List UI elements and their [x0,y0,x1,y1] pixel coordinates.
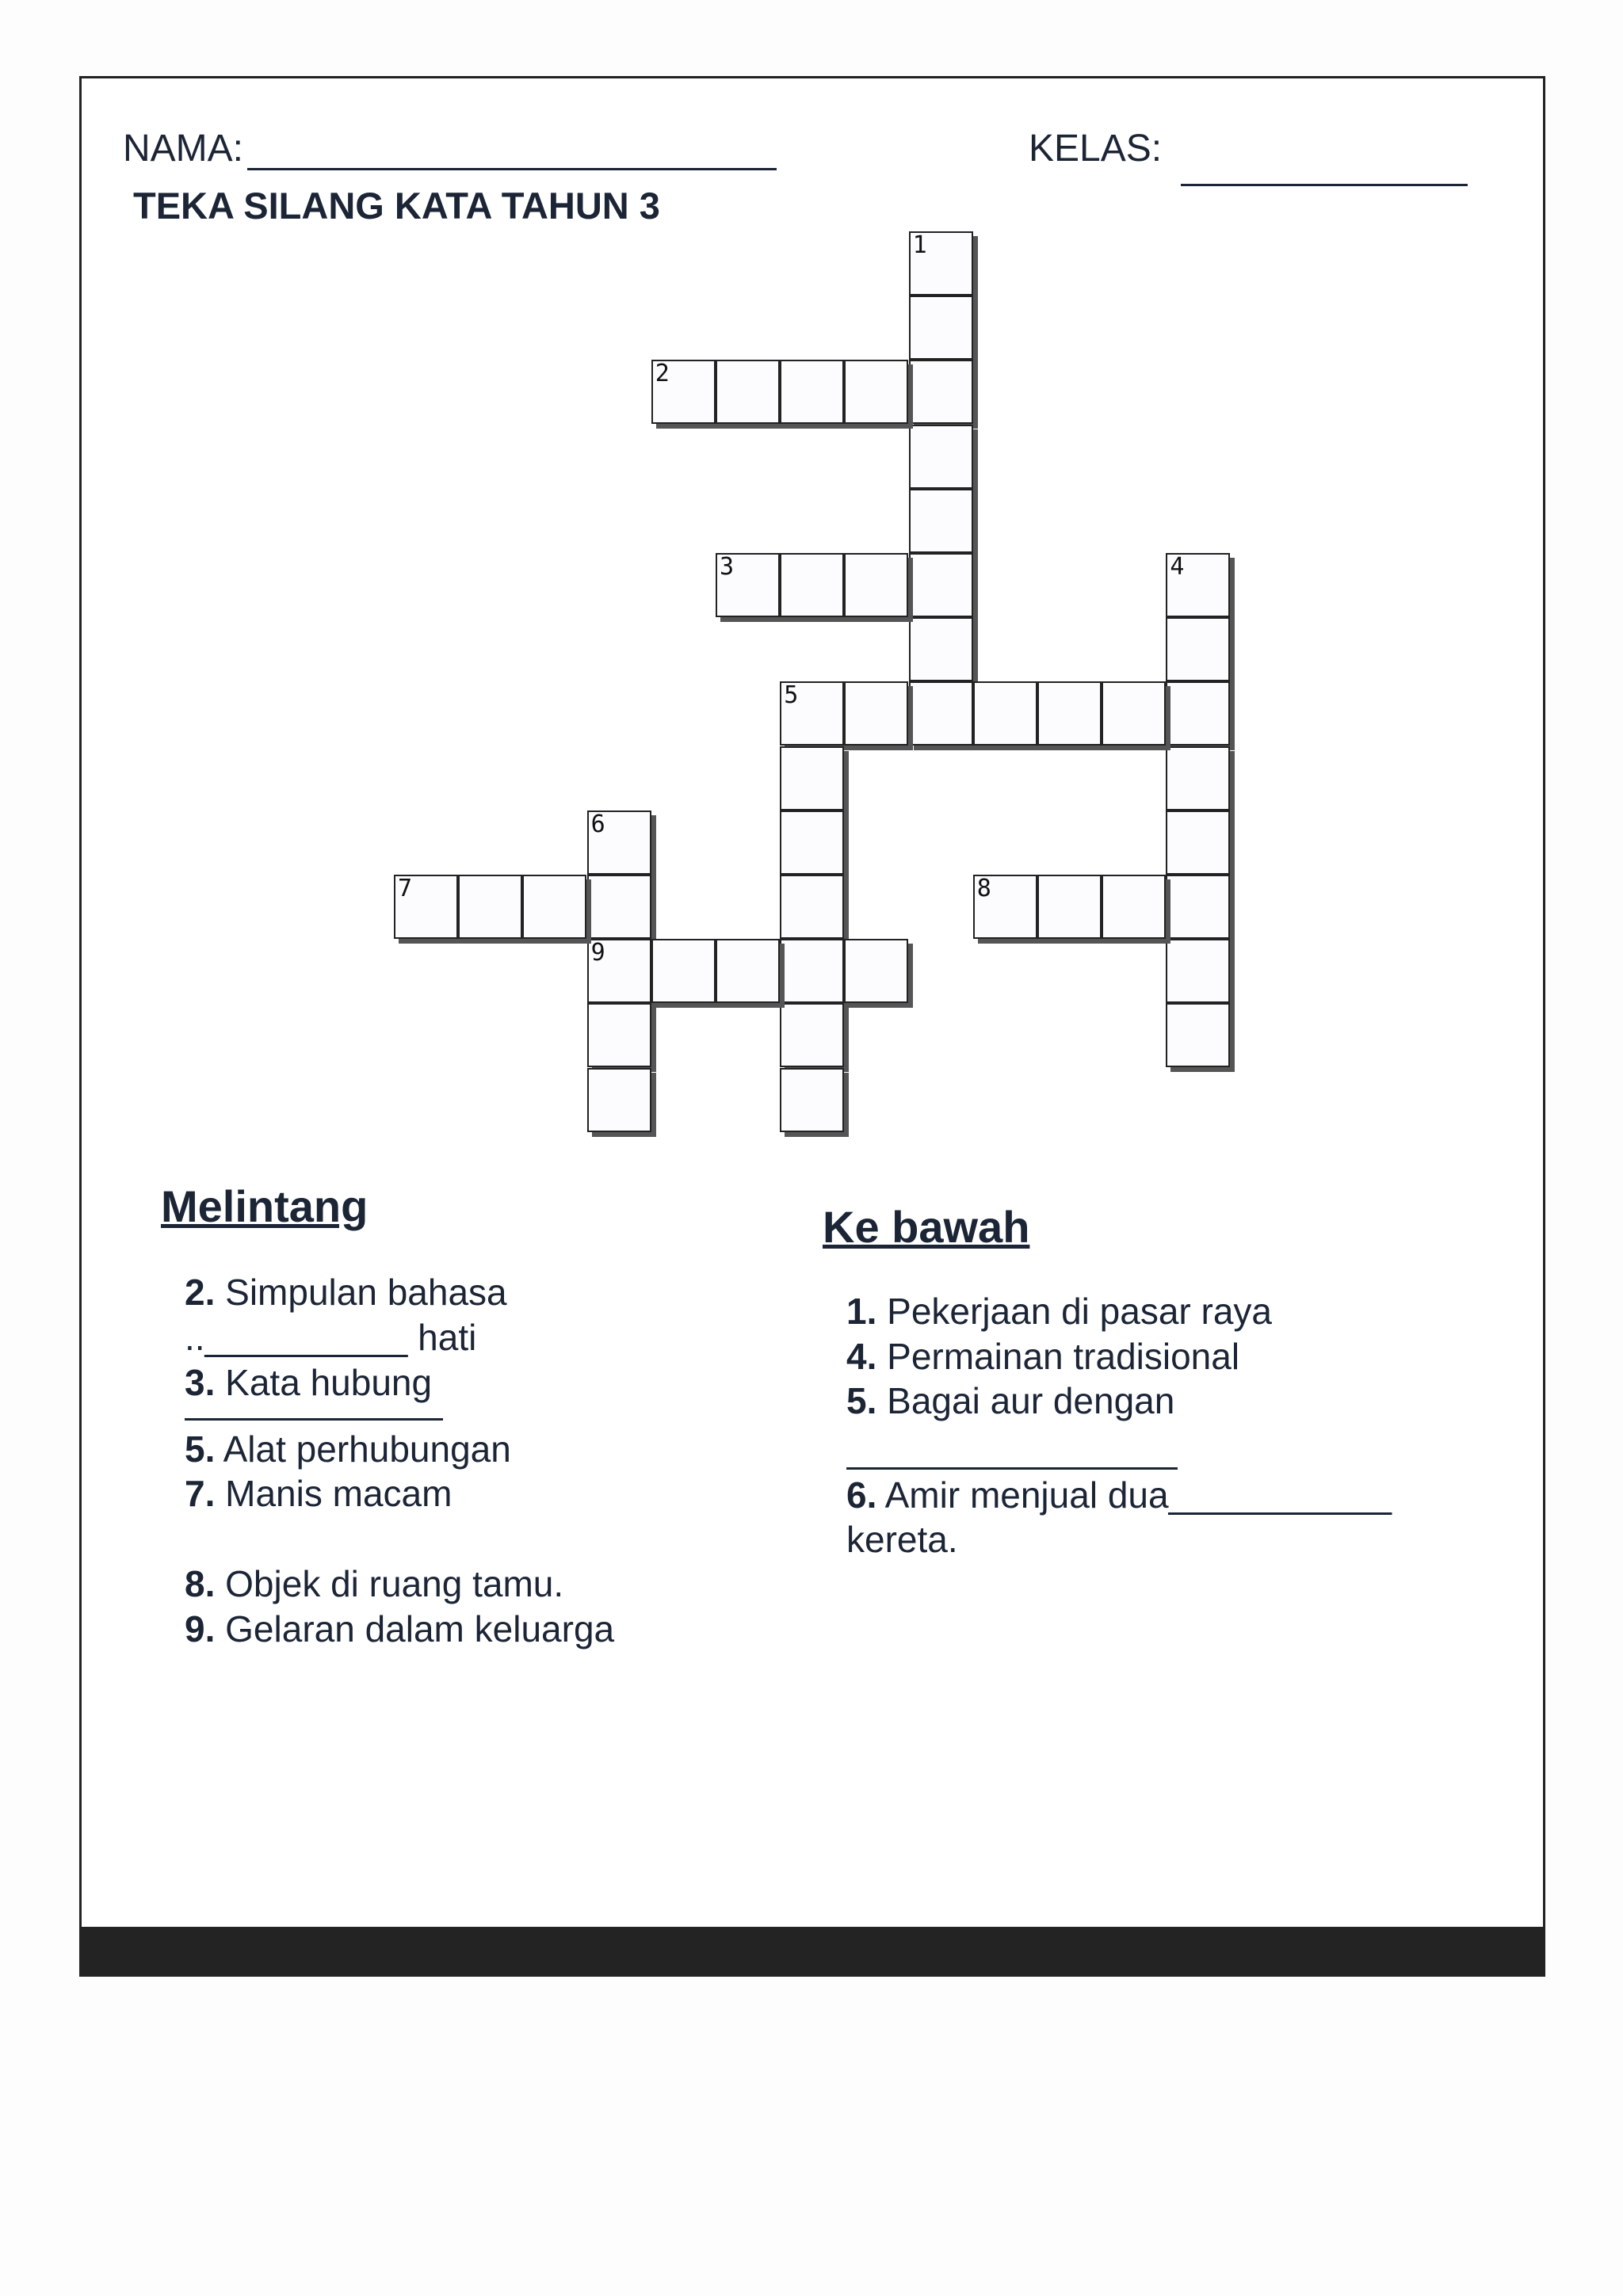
crossword-cell[interactable] [780,1003,844,1067]
class-label: KELAS: [1029,128,1163,170]
crossword-cell[interactable] [973,681,1037,746]
crossword-cell[interactable] [1037,681,1102,746]
down-clue-6: 6. Amir menjual dua___________ [846,1474,1392,1516]
crossword-cell[interactable] [651,360,716,424]
down-clue-4: 4. Permainan tradisional [846,1336,1240,1377]
crossword-cell[interactable] [1166,810,1230,875]
clue-number: 7 [398,875,413,902]
crossword-cell[interactable] [909,425,973,489]
crossword-cell[interactable] [1166,681,1230,746]
crossword-cell[interactable] [587,939,651,1003]
crossword-cell[interactable] [651,939,716,1003]
crossword-cell[interactable] [844,681,908,746]
clue-number: 4 [1170,553,1185,581]
across-heading: Melintang [161,1181,369,1231]
across-clue-9: 9. Gelaran dalam keluarga [185,1608,615,1650]
crossword-cell[interactable] [844,939,908,1003]
crossword-cell[interactable] [716,360,780,424]
crossword-cell[interactable] [780,360,844,424]
crossword-cell[interactable] [587,1003,651,1067]
crossword-cell[interactable] [909,681,973,746]
crossword-cell[interactable] [1102,681,1166,746]
across-clue-3: 3. Kata hubung [185,1362,433,1403]
class-field-line[interactable] [1181,149,1468,186]
down-clue-5-blank[interactable] [846,1434,1178,1470]
crossword-cell[interactable] [780,1068,844,1132]
crossword-cell[interactable] [1102,875,1166,939]
crossword-cell[interactable] [1166,553,1230,617]
down-clue-6-cont: kereta. [846,1519,958,1560]
crossword-cell[interactable] [909,553,973,617]
crossword-cell[interactable] [780,746,844,810]
crossword-cell[interactable] [716,553,780,617]
crossword-cell[interactable] [780,681,844,746]
clue-number: 6 [590,810,605,838]
crossword-cell[interactable] [780,810,844,875]
crossword-cell[interactable] [909,617,973,681]
worksheet-title: TEKA SILANG KATA TAHUN 3 [133,185,660,227]
across-clue-2: 2. Simpulan bahasa [185,1272,507,1313]
crossword-cell[interactable] [909,360,973,424]
name-field-line[interactable] [247,133,777,170]
across-clue-2-cont: ..__________ hati [185,1317,477,1358]
across-clue-3-blank[interactable] [185,1385,443,1421]
across-clue-8: 8. Objek di ruang tamu. [185,1563,564,1604]
crossword-cell[interactable] [844,553,908,617]
footer-bar [79,1927,1545,1977]
crossword-cell[interactable] [973,875,1037,939]
clue-number: 8 [976,875,991,902]
crossword-cell[interactable] [909,296,973,360]
clue-number: 9 [590,939,605,967]
crossword-cell[interactable] [716,939,780,1003]
crossword-cell[interactable] [587,810,651,875]
crossword-cell[interactable] [909,231,973,296]
crossword-cell[interactable] [780,553,844,617]
down-clue-1: 1. Pekerjaan di pasar raya [846,1291,1272,1332]
crossword-cell[interactable] [909,489,973,553]
crossword-cell[interactable] [458,875,522,939]
clue-number: 1 [912,231,927,259]
crossword-cell[interactable] [1037,875,1102,939]
crossword-cell[interactable] [587,875,651,939]
clue-number: 2 [655,360,670,388]
crossword-cell[interactable] [1166,875,1230,939]
name-label: NAMA: [123,128,244,170]
crossword-cell[interactable] [587,1068,651,1132]
crossword-cell[interactable] [1166,746,1230,810]
crossword-cell[interactable] [1166,617,1230,681]
clue-number: 5 [784,681,799,710]
crossword-cell[interactable] [780,939,844,1003]
clue-number: 3 [720,553,735,581]
across-clue-7: 7. Manis macam [185,1473,453,1514]
crossword-cell[interactable] [844,360,908,424]
crossword-cell[interactable] [1166,1003,1230,1067]
crossword-cell[interactable] [780,875,844,939]
crossword-cell[interactable] [394,875,458,939]
crossword-cell[interactable] [522,875,586,939]
across-clue-5: 5. Alat perhubungan [185,1428,511,1470]
down-heading: Ke bawah [823,1202,1030,1252]
crossword-cell[interactable] [1166,939,1230,1003]
down-clue-5: 5. Bagai aur dengan [846,1380,1175,1421]
